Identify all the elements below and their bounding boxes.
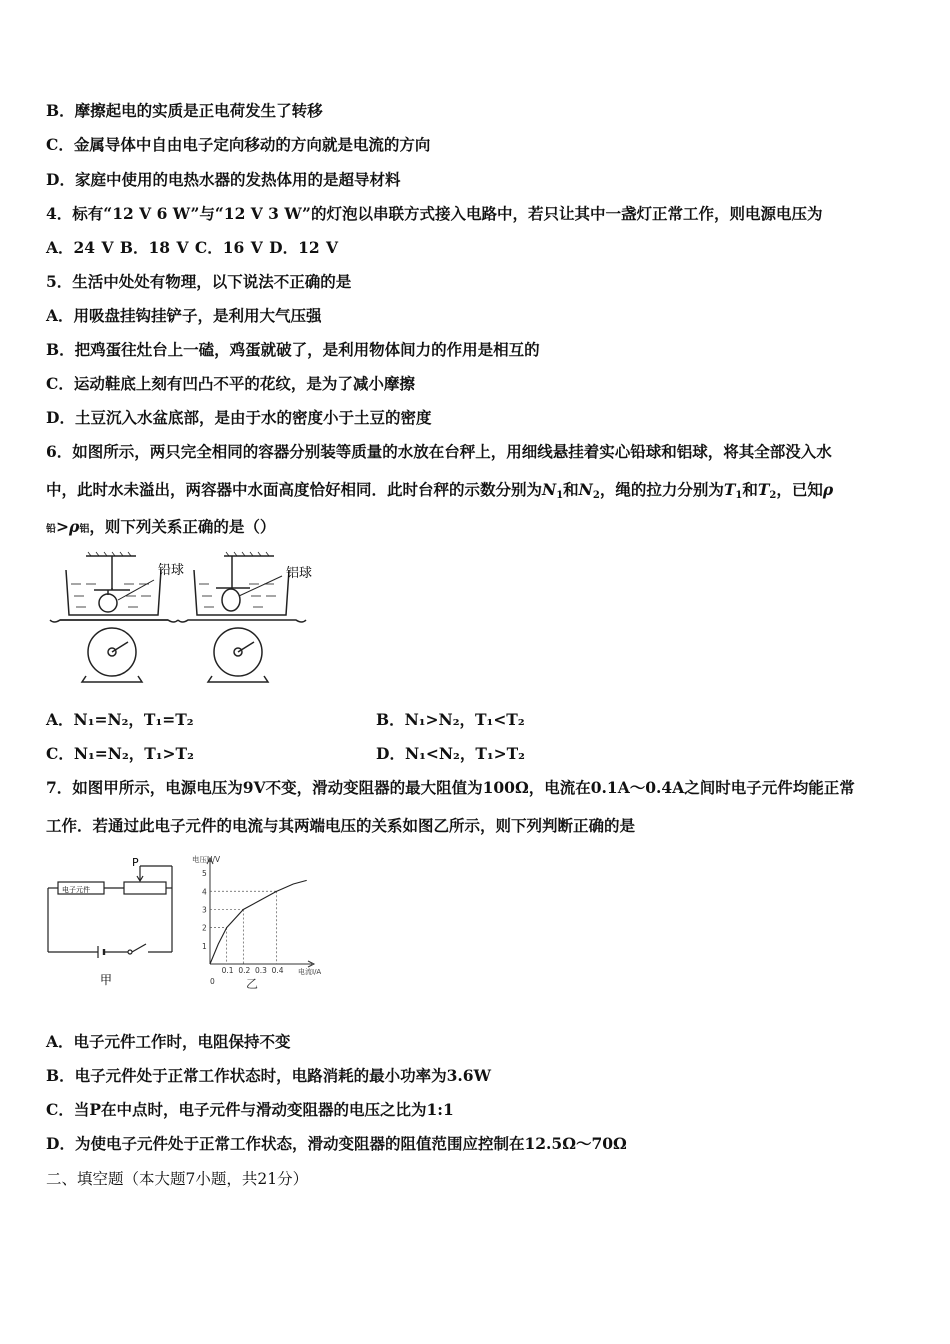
- x-tick-1: 0.1: [221, 966, 234, 975]
- q7-option-d: D．为使电子元件处于正常工作状态，滑动变阻器的阻值范围应控制在12.5Ω～70Ω: [46, 1134, 627, 1153]
- q7-stem-line1: 7．如图甲所示，电源电压为9V不变，滑动变阻器的最大阻值为100Ω，电流在0.1A～0.4A之间时电子元件均能正常: [46, 778, 855, 797]
- x-axis-label: 电流I/A: [298, 968, 322, 976]
- q7-ui-graph: [190, 852, 340, 992]
- q7-option-a: A．电子元件工作时，电阻保持不变: [46, 1032, 291, 1051]
- q4-stem: 4．标有“12 V 6 W”与“12 V 3 W”的灯泡以串联方式接入电路中，若只让其中一盏灯正常工作，则电源电压为: [46, 204, 823, 223]
- component-label: 电子元件: [62, 886, 90, 894]
- q6-option-b: B．N₁>N₂，T₁<T₂: [376, 710, 525, 729]
- slider-p-label: P: [132, 856, 139, 869]
- x-tick-3: 0.3: [255, 966, 267, 975]
- ui-curve: [210, 880, 307, 964]
- q7-option-c: C．当P在中点时，电子元件与滑动变阻器的电压之比为1:1: [46, 1100, 454, 1119]
- q6-option-c: C．N₁=N₂，T₁>T₂: [46, 744, 194, 763]
- q7-stem-line2: 工作．若通过此电子元件的电流与其两端电压的关系如图乙所示，则下列判断正确的是: [46, 816, 636, 835]
- q6-stem-line2: 中，此时水未溢出，两容器中水面高度恰好相同．此时台秤的示数分别为$N_1$和$N_2$，绳的拉力分别为$T_1$和$T_2$，已知ρ: [46, 480, 834, 501]
- caption-jia: 甲: [100, 973, 113, 987]
- lead-ball-label: 铅球: [158, 563, 185, 578]
- caption-yi: 乙: [246, 977, 259, 991]
- x-tick-4: 0.4: [271, 966, 284, 975]
- q6-stem-line3: 铅>ρ铝，则下列关系正确的是（）: [46, 517, 276, 536]
- q3-option-c: C．金属导体中自由电子定向移动的方向就是电流的方向: [46, 135, 431, 154]
- q7-circuit-diagram: [44, 852, 184, 992]
- section-2-heading: 二、填空题（本大题7小题，共21分）: [46, 1170, 309, 1188]
- rheostat-box: [124, 882, 166, 894]
- q7-option-b: B．电子元件处于正常工作状态时，电路消耗的最小功率为3.6W: [46, 1066, 491, 1085]
- q5-stem: 5．生活中处处有物理，以下说法不正确的是: [46, 272, 352, 291]
- q6-figure: [46, 550, 336, 685]
- q4-options: A．24 V B．18 V C．16 V D．12 V: [46, 238, 339, 257]
- q5-option-b: B．把鸡蛋往灶台上一磕，鸡蛋就破了，是利用物体间力的作用是相互的: [46, 340, 540, 359]
- q6-option-d: D．N₁<N₂，T₁>T₂: [376, 744, 525, 763]
- q5-option-a: A．用吸盘挂钩挂铲子，是利用大气压强: [46, 306, 322, 325]
- y-tick-4: 5: [202, 869, 207, 879]
- q6-stem-line1: 6．如图所示，两只完全相同的容器分别装等质量的水放在台秤上，用细线悬挂着实心铅球和铝球，将其全部没入水: [46, 442, 832, 461]
- y-axis-label: 电压U/V: [192, 855, 221, 864]
- y-tick-3: 4: [202, 887, 207, 897]
- q6-option-a: A．N₁=N₂，T₁=T₂: [46, 710, 194, 729]
- q3-option-b: B．摩擦起电的实质是正电荷发生了转移: [46, 101, 323, 120]
- y-tick-2: 3: [202, 905, 207, 915]
- y-tick-1: 2: [202, 923, 207, 933]
- y-tick-0: 1: [202, 941, 207, 951]
- q5-option-c: C．运动鞋底上刻有凹凸不平的花纹，是为了减小摩擦: [46, 374, 415, 393]
- q5-option-d: D．土豆沉入水盆底部，是由于水的密度小于土豆的密度: [46, 408, 432, 427]
- x-origin-label: 0: [210, 977, 215, 986]
- q3-option-d: D．家庭中使用的电热水器的发热体用的是超导材料: [46, 170, 401, 189]
- x-tick-2: 0.2: [238, 966, 251, 975]
- aluminum-ball-label: 铝球: [286, 566, 313, 581]
